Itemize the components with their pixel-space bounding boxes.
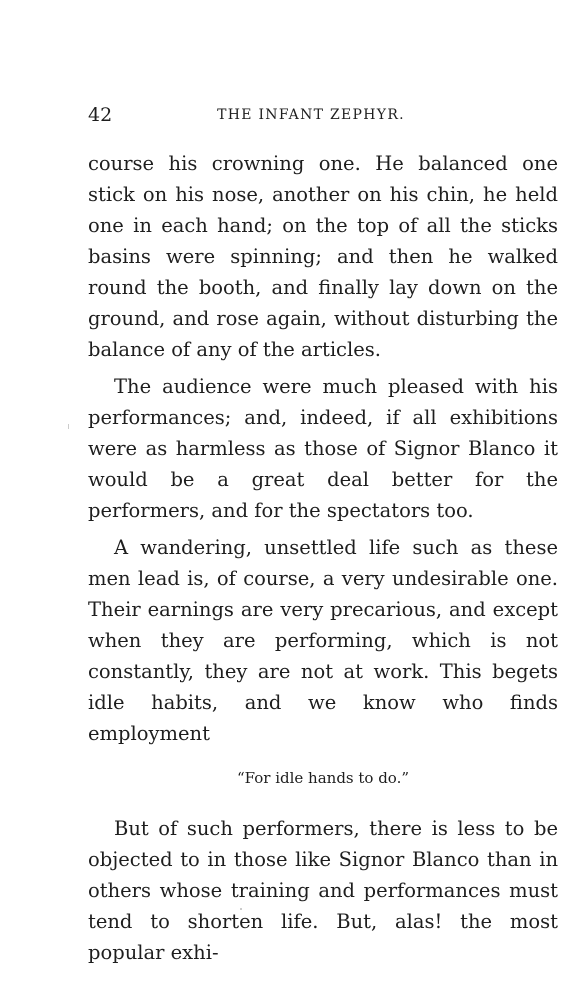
- running-head: THE INFANT ZEPHYR.: [217, 107, 405, 123]
- block-quote: “For idle hands to do.”: [236, 769, 410, 787]
- paragraph-3: A wandering, unsettled life such as these men lead is, of course, a very undesirable one. Their earnings are very precarious, and except when they are performing, which is not constantly, they are not at work. This begets idle habits, and we know who finds employment: [88, 536, 558, 745]
- paragraph-2: The audience were much pleased with his performances; and, indeed, if all exhibitions were as harmless as those of Signor Blanco it would be a great deal better for the performers, and for the spectators too.: [88, 375, 558, 522]
- paragraph-1: course his crowning one. He balanced one stick on his nose, another on his chin, he held one in each hand; on the top of all the sticks basins were spinning; and then he walked round the booth, and finally lay down on the ground, and rose again, without disturbing the balance of any of the articles.: [88, 152, 558, 361]
- body-text: [88, 148, 558, 968]
- ink-mark: [68, 424, 69, 429]
- page-header: [88, 104, 534, 130]
- paragraph-4: But of such performers, there is less to be objected to in those like Signor Blanco than in others whose training and performances must tend to shorten life. But, alas! the most popular exhi-: [88, 817, 558, 964]
- page-number: 42: [88, 104, 113, 126]
- ink-speck: [240, 908, 242, 910]
